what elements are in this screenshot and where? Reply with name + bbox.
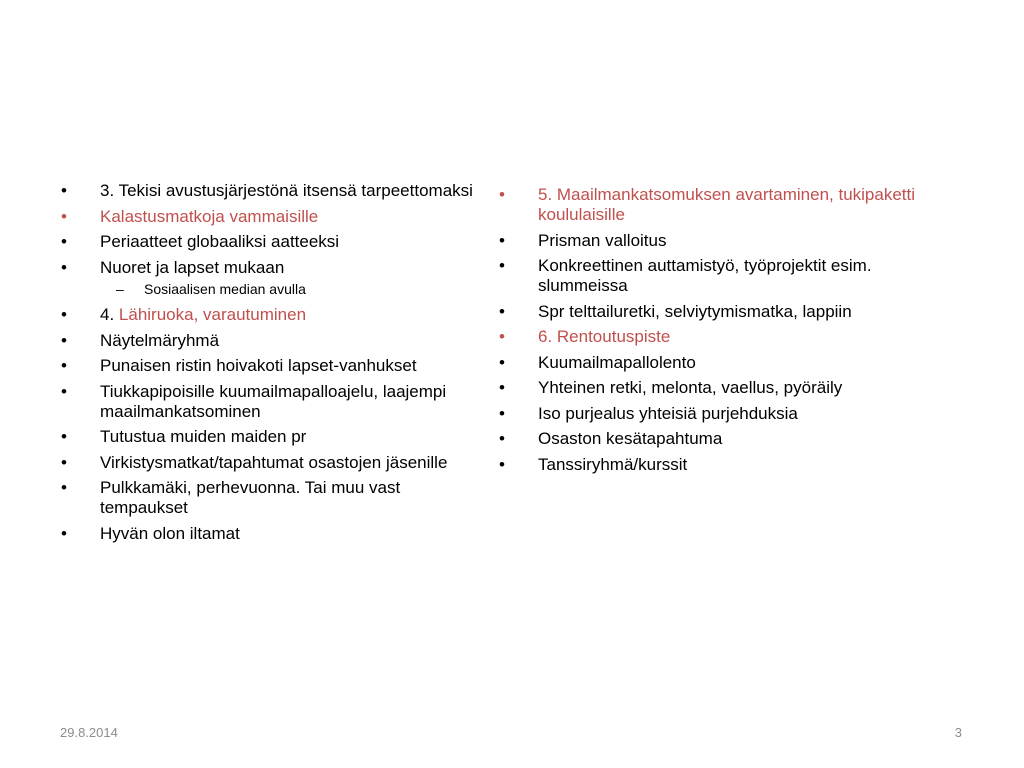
list-item-text: Näytelmäryhmä <box>100 330 220 350</box>
list-item <box>58 453 478 473</box>
bullet-icon: • <box>61 305 67 324</box>
bullet-icon: • <box>61 232 67 251</box>
list-item-text: 5. Maailmankatsomuksen avartaminen, tukipaketti koululaisille <box>538 185 916 224</box>
list-item-text: Virkistysmatkat/tapahtumat osastojen jäsenille <box>100 452 448 472</box>
list-item <box>58 427 478 447</box>
list-item <box>58 478 478 518</box>
list-item-text: 6. Rentoutuspiste <box>538 327 671 346</box>
list-item-text: Osaston kesätapahtuma <box>538 429 723 448</box>
bullet-icon: • <box>499 378 505 397</box>
bullet-icon: • <box>499 403 505 423</box>
list-item-text: Iso purjealus yhteisiä purjehduksia <box>538 403 798 423</box>
sub-list-item <box>58 281 478 298</box>
bullet-icon: • <box>61 452 67 472</box>
list-item <box>58 207 478 227</box>
left-bullet-column <box>58 181 478 549</box>
list-item-text: Nuoret ja lapset mukaan <box>100 257 285 277</box>
list-item <box>496 429 916 449</box>
bullet-icon: • <box>61 523 67 543</box>
list-item-text: Yhteinen retki, melonta, vaellus, pyöräily <box>538 378 843 397</box>
list-item-text: Kalastusmatkoja vammaisille <box>100 206 319 226</box>
list-item-text: Lähiruoka, varautuminen <box>118 305 307 324</box>
sub-list-item-text: Sosiaalisen median avulla <box>144 281 306 297</box>
bullet-icon: • <box>61 206 67 226</box>
list-item-text: Spr telttailuretki, selviytymismatka, lappiin <box>538 301 852 321</box>
list-item <box>58 524 478 544</box>
left-bullet-list <box>58 181 478 544</box>
bullet-icon: • <box>61 381 67 401</box>
list-item <box>58 258 478 278</box>
bullet-icon: • <box>61 257 67 277</box>
list-item-text: Kuumailmapallolento <box>538 352 696 372</box>
list-item <box>58 356 478 376</box>
list-item-text: Tiukkapipoisille kuumailmapalloajelu, laajempi maailmankatsominen <box>100 381 447 421</box>
list-item <box>496 455 916 475</box>
list-item <box>58 181 478 201</box>
bullet-icon: • <box>499 185 505 204</box>
dash-icon: – <box>116 281 124 297</box>
bullet-icon: • <box>61 427 67 446</box>
bullet-icon: • <box>499 429 505 448</box>
bullet-icon: • <box>499 454 505 474</box>
list-item-text: Tutustua muiden maiden pr <box>100 427 307 446</box>
list-item-text: 3. Tekisi avustusjärjestönä itsensä tarpeettomaksi <box>100 181 473 200</box>
list-item <box>496 353 916 373</box>
list-item <box>58 232 478 252</box>
bullet-icon: • <box>499 301 505 321</box>
bullet-icon: • <box>499 327 505 346</box>
footer-date: 29.8.2014 <box>60 725 118 740</box>
list-item-text: Periaatteet globaaliksi aatteeksi <box>100 232 340 251</box>
list-item-text: Hyvän olon iltamat <box>100 523 240 543</box>
list-item <box>496 256 916 296</box>
list-item-text: Konkreettinen auttamistyö, työprojektit esim. slummeissa <box>538 256 872 295</box>
list-item-prefix: 4. <box>100 305 119 324</box>
list-item <box>496 185 916 225</box>
bullet-icon: • <box>61 478 67 497</box>
list-item-text: Pulkkamäki, perhevuonna. Tai muu vast tempaukset <box>100 478 401 517</box>
list-item <box>496 404 916 424</box>
bullet-icon: • <box>61 181 67 200</box>
list-item-text: Prisman valloitus <box>538 230 667 250</box>
list-item <box>496 327 916 347</box>
list-item-text: Tanssiryhmä/kurssit <box>538 454 688 474</box>
footer-page-number: 3 <box>954 725 962 740</box>
list-item <box>58 331 478 351</box>
list-item-text: Punaisen ristin hoivakoti lapset-vanhukset <box>100 356 417 375</box>
list-item <box>58 305 478 325</box>
bullet-icon: • <box>61 330 67 350</box>
bullet-icon: • <box>499 352 505 372</box>
list-item <box>496 378 916 398</box>
list-item <box>496 302 916 322</box>
bullet-icon: • <box>499 256 505 275</box>
list-item <box>58 382 478 422</box>
bullet-icon: • <box>61 356 67 375</box>
list-item <box>496 231 916 251</box>
bullet-icon: • <box>499 230 505 250</box>
right-bullet-column <box>496 185 916 480</box>
right-bullet-list <box>496 185 916 475</box>
